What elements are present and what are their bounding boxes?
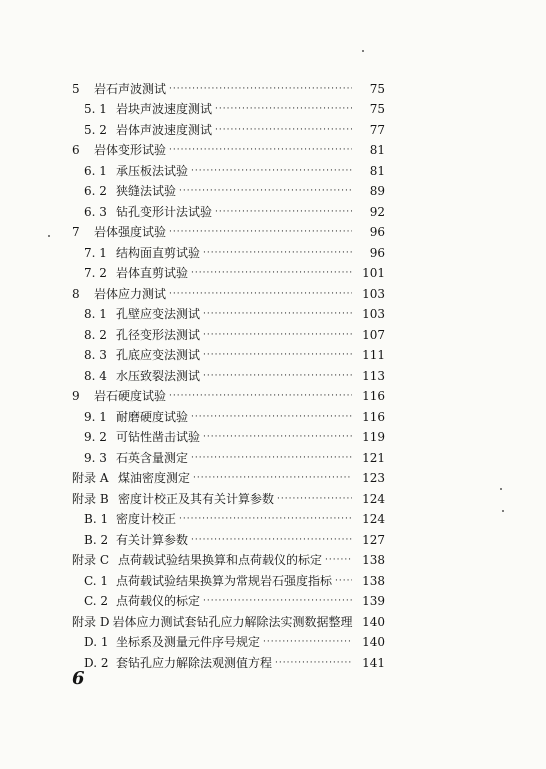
toc-entry-page: 116: [362, 410, 385, 424]
dot-leader: [191, 263, 352, 283]
toc-entry-title: 岩体变形试验: [94, 143, 167, 157]
toc-entry-page: 96: [369, 225, 385, 239]
toc-entry-number: 5: [72, 82, 80, 96]
toc-entry-page: 81: [369, 164, 385, 178]
toc-entry-title: 可钻性凿击试验: [116, 430, 201, 444]
toc-entry-title: 岩块声波速度测试: [116, 102, 213, 116]
dot-leader: [277, 489, 352, 509]
toc-entry-page: 75: [369, 82, 385, 96]
toc-entry-page: 140: [362, 635, 385, 649]
dot-leader: [203, 325, 352, 345]
toc-entry-number: 8. 2: [84, 328, 107, 342]
toc-entry-number: 8. 3: [84, 348, 107, 362]
toc-entry-8: [0, 284, 474, 304]
dot-leader: [263, 632, 352, 652]
toc-entry-page: 116: [362, 389, 385, 403]
toc-entry-9-1: [0, 407, 474, 427]
toc-entry-number: 9. 3: [84, 451, 107, 465]
dot-leader: [191, 407, 352, 427]
page-number: 6: [72, 668, 85, 689]
toc-entry-title: 孔壁应变法测试: [116, 307, 201, 321]
dot-leader: [203, 243, 352, 263]
dot-leader: [179, 509, 352, 529]
toc-entry-title: 点荷载试验结果换算为常规岩石强度指标: [116, 574, 333, 588]
toc-entry-number: B. 2: [84, 533, 109, 547]
toc-entry-page: 103: [362, 287, 385, 301]
toc-entry-number: C. 1: [84, 574, 109, 588]
toc-entry-page: 77: [369, 123, 385, 137]
toc-entry-number: D. 1: [84, 635, 109, 649]
toc-entry-title: 岩石声波测试: [94, 82, 167, 96]
toc-entry-8-1: [0, 304, 474, 324]
toc-entry-number: C. 2: [84, 594, 109, 608]
toc-entry-title: 有关计算参数: [116, 533, 189, 547]
scan-speck: [500, 488, 502, 490]
toc-entry-9-2: [0, 427, 474, 447]
toc-entry-number: 9. 2: [84, 430, 107, 444]
toc-entry-page: 139: [362, 594, 385, 608]
toc-entry-number: 6: [72, 143, 80, 157]
toc-entry-5: [0, 79, 474, 99]
toc-entry-b-1: [0, 509, 474, 529]
toc-entry-page: 119: [362, 430, 385, 444]
toc-entry-7-2: [0, 263, 474, 283]
toc-entry-title: 承压板法试验: [116, 164, 189, 178]
dot-leader: [191, 161, 352, 181]
dot-leader: [203, 304, 352, 324]
toc-entry-number: B. 1: [84, 512, 109, 526]
toc-entry-page: 141: [362, 656, 385, 670]
toc-entry-number: 9: [72, 389, 80, 403]
toc-entry-7: [0, 222, 474, 242]
dot-leader: [215, 99, 352, 119]
toc-entry-title: 孔径变形法测试: [116, 328, 201, 342]
toc-entry-number: 5. 2: [84, 123, 107, 137]
toc-entry-page: 96: [369, 246, 385, 260]
toc-entry-page: 138: [362, 553, 385, 567]
toc-entry-page: 138: [362, 574, 385, 588]
dot-leader: [203, 427, 352, 447]
toc-entry-6: [0, 140, 474, 160]
toc-entry-title: 结构面直剪试验: [116, 246, 201, 260]
toc-entry-title: 狭缝法试验: [116, 184, 177, 198]
toc-entry-title: 耐磨硬度试验: [116, 410, 189, 424]
toc-entry-number: 6. 2: [84, 184, 107, 198]
toc-entry-8-2: [0, 325, 474, 345]
toc-entry-page: 89: [369, 184, 385, 198]
toc-entry-title: 岩体应力测试: [94, 287, 167, 301]
toc-entry-title: 石英含量测定: [116, 451, 189, 465]
toc-entry-page: 107: [362, 328, 385, 342]
scan-speck: [502, 510, 504, 512]
dot-leader: [169, 222, 352, 242]
toc-entry-8-4: [0, 366, 474, 386]
toc-entry-number: 5. 1: [84, 102, 107, 116]
toc-entry-page: 127: [362, 533, 385, 547]
toc-entry-number: 附录 A: [72, 471, 109, 485]
dot-leader: [191, 448, 352, 468]
toc-entry-title: 水压致裂法测试: [116, 369, 201, 383]
toc-entry-5-2: [0, 120, 474, 140]
toc-entry-page: 113: [362, 369, 385, 383]
scan-speck: [48, 235, 50, 237]
toc-entry-title: 钻孔变形计法试验: [116, 205, 213, 219]
toc-entry-title: 岩体应力测试套钻孔应力解除法实测数据整理: [112, 615, 353, 629]
toc-entry-page: 111: [362, 348, 385, 362]
toc-entry-c-1: [0, 571, 474, 591]
toc-entry-appendix-d: [0, 612, 474, 632]
toc-entry-title: 套钻孔应力解除法观测值方程: [116, 656, 273, 670]
toc-entry-page: 140: [362, 615, 385, 629]
toc-entry-title: 坐标系及测量元件序号规定: [116, 635, 261, 649]
toc-entry-title: 孔底应变法测试: [116, 348, 201, 362]
dot-leader: [203, 366, 352, 386]
dot-leader: [169, 79, 352, 99]
toc-entry-title: 点荷载仪的标定: [116, 594, 201, 608]
toc-entry-8-3: [0, 345, 474, 365]
toc-entry-page: 101: [362, 266, 385, 280]
toc-entry-number: 附录 D: [72, 615, 110, 629]
toc-entry-b-2: [0, 530, 474, 550]
dot-leader: [215, 120, 352, 140]
dot-leader: [169, 386, 352, 406]
toc-entry-number: 6. 3: [84, 205, 107, 219]
toc-entry-number: 9. 1: [84, 410, 107, 424]
scan-speck: [362, 50, 364, 52]
dot-leader: [335, 571, 352, 591]
toc-entry-appendix-a: [0, 468, 474, 488]
dot-leader: [169, 140, 352, 160]
toc-entry-title: 煤油密度测定: [118, 471, 191, 485]
toc-entry-appendix-b: [0, 489, 474, 509]
toc-entry-6-1: [0, 161, 474, 181]
toc-entry-appendix-c: [0, 550, 474, 570]
dot-leader: [191, 530, 352, 550]
toc-entry-9-3: [0, 448, 474, 468]
toc-entry-number: 8. 4: [84, 369, 107, 383]
toc-entry-page: 103: [362, 307, 385, 321]
toc-entry-number: 附录 C: [72, 553, 109, 567]
toc-entry-d-1: [0, 632, 474, 652]
toc-entry-7-1: [0, 243, 474, 263]
toc-entry-number: 6. 1: [84, 164, 107, 178]
toc-entry-9: [0, 386, 474, 406]
dot-leader: [193, 468, 352, 488]
dot-leader: [179, 181, 352, 201]
dot-leader: [203, 345, 352, 365]
toc-entry-number: 7. 2: [84, 266, 107, 280]
toc-entry-title: 密度计校正及其有关计算参数: [118, 492, 275, 506]
toc-entry-6-3: [0, 202, 474, 222]
dot-leader: [215, 202, 352, 222]
toc-entry-title: 岩石硬度试验: [94, 389, 167, 403]
dot-leader: [325, 550, 352, 570]
toc-entry-page: 123: [362, 471, 385, 485]
toc-entry-page: 124: [362, 512, 385, 526]
toc-entry-title: 点荷载试验结果换算和点荷载仪的标定: [118, 553, 323, 567]
toc-entry-number: D. 2: [84, 656, 109, 670]
toc-entry-page: 124: [362, 492, 385, 506]
toc-entry-number: 附录 B: [72, 492, 109, 506]
dot-leader: [169, 284, 352, 304]
dot-leader: [275, 653, 352, 673]
toc-entry-title: 密度计校正: [116, 512, 177, 526]
toc-entry-number: 8. 1: [84, 307, 107, 321]
toc-entry-title: 岩体强度试验: [94, 225, 167, 239]
toc-entry-title: 岩体直剪试验: [116, 266, 189, 280]
toc-entry-title: 岩体声波速度测试: [116, 123, 213, 137]
toc-entry-c-2: [0, 591, 474, 611]
toc-entry-6-2: [0, 181, 474, 201]
toc-entry-page: 92: [369, 205, 385, 219]
toc-entry-page: 81: [369, 143, 385, 157]
toc-entry-number: 7. 1: [84, 246, 107, 260]
toc-entry-number: 8: [72, 287, 80, 301]
toc-entry-5-1: [0, 99, 474, 119]
toc-entry-page: 121: [362, 451, 385, 465]
toc-entry-number: 7: [72, 225, 80, 239]
dot-leader: [203, 591, 352, 611]
toc-entry-page: 75: [369, 102, 385, 116]
